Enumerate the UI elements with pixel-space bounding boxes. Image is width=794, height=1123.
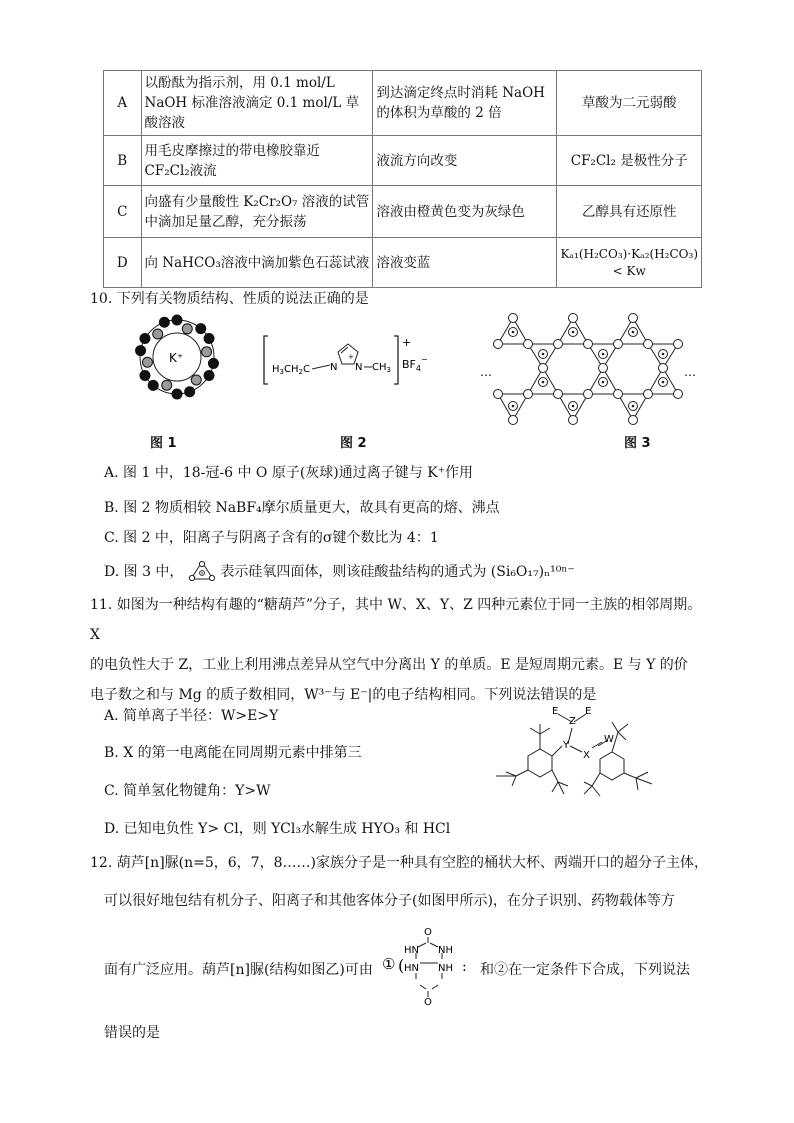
oxygen-atom [584, 340, 593, 349]
oxygen-atom [599, 364, 608, 373]
svg-text::: : [462, 959, 467, 975]
oxygen-atom [554, 340, 563, 349]
row-observation: 溶液由橙黄色变为灰绿色 [373, 186, 557, 238]
oxygen-atom [644, 390, 653, 399]
carbon-ball [204, 334, 214, 344]
carbon-ball [136, 346, 146, 356]
svg-text:N: N [355, 362, 363, 373]
carbon-ball [140, 334, 150, 344]
atom-y: Y [563, 740, 570, 751]
oxygen-atom [644, 340, 653, 349]
oxygen-atom [659, 364, 668, 373]
row-observation: 溶液变蓝 [373, 238, 557, 288]
row-label: C [104, 186, 142, 238]
oxygen-atom [629, 416, 638, 425]
oxygen-ball [202, 347, 212, 357]
svg-text:N: N [330, 362, 338, 373]
svg-text:+: + [348, 353, 354, 361]
fig3-caption: 图 3 [624, 436, 651, 451]
q12-glycoluril-figure [380, 925, 480, 1005]
q10-option-a: A. 图 1 中，18-冠-6 中 O 原子(灰球)通过离子键与 K⁺作用 [104, 465, 474, 481]
q12-line3-post: 和②在一定条件下合成，下列说法 [480, 962, 690, 978]
carbon-ball [140, 371, 150, 381]
q11-option-d: D. 已知电负性 Y> Cl，则 YCl₃水解生成 HYO₃ 和 HCl [104, 821, 451, 837]
atom-hn-bottom: HN [404, 963, 419, 974]
atom-o-bottom: O [424, 997, 432, 1005]
oxygen-atom [614, 390, 623, 399]
row-operation: 用毛皮摩擦过的带电橡胶靠近 CF₂Cl₂液流 [141, 136, 373, 186]
fig1-crown-ether [120, 310, 234, 404]
oxygen-ball [191, 375, 201, 385]
oxygen-atom [674, 340, 683, 349]
oxygen-atom [524, 340, 533, 349]
carbon-ball [204, 371, 214, 381]
carbon-ball [159, 317, 169, 327]
fig2-plus: + [402, 336, 412, 349]
row-label: B [104, 136, 142, 186]
table-row [104, 71, 702, 136]
oxygen-atom [509, 416, 518, 425]
tetrahedron-icon [188, 560, 216, 582]
q11-option-a: A. 简单离子半径：W>E>Y [104, 708, 279, 724]
q10-option-c: C. 图 2 中，阳离子与阴离子含有的σ键个数比为 4：1 [104, 530, 439, 546]
row-conclusion: 乙醇具有还原性 [557, 186, 702, 238]
q11-line1: 11. 如图为一种结构有趣的“糖葫芦”分子，其中 W、X、Y、Z 四种元素位于同一主族的相邻周期。X [90, 597, 702, 643]
atom-z: Z [569, 716, 576, 727]
oxygen-ball [142, 357, 152, 367]
atom-nh-top: NH [438, 945, 453, 956]
svg-text:BF4−: $BF_4^-$ [402, 355, 428, 373]
carbon-ball [172, 389, 182, 399]
fig3-dots-left: … [480, 365, 492, 379]
q10-option-d-pre: D. 图 3 中， [104, 564, 184, 580]
oxygen-ball [153, 329, 163, 339]
q11-line2: 的电负性大于 Z，工业上利用沸点差异从空气中分离出 Y 的单质。E 是短周期元素。E 与 Y 的价 [90, 657, 688, 673]
carbon-ball [172, 315, 182, 325]
q11-option-b: B. X 的第一电离能在同周期元素中排第三 [104, 745, 362, 761]
oxygen-ball [162, 380, 172, 390]
row-observation: 到达滴定终点时消耗 NaOH 的体积为草酸的 2 倍 [373, 71, 557, 136]
oxygen-atom [494, 340, 503, 349]
carbon-ball [196, 324, 206, 334]
oxygen-atom [524, 390, 533, 399]
atom-o-top: O [424, 927, 432, 938]
oxygen-ball [182, 324, 192, 334]
fig2-ionic-liquid [262, 332, 432, 388]
svg-text:H3CH2C: $H_3CH_2C$ [272, 364, 310, 376]
atom-hn-top: HN [404, 945, 419, 956]
oxygen-atom [509, 314, 518, 323]
q12-line1: 12. 葫芦[n]脲(n=5，6，7，8……)家族分子是一种具有空腔的桶状大杯、两端开口的超分子主体， [90, 855, 708, 871]
fig2-caption: 图 2 [340, 436, 367, 451]
q10-option-d-post: 表示硅氧四面体，则该硅酸盐结构的通式为 (Si₆O₁₇)ₙ¹⁰ⁿ⁻ [220, 564, 575, 580]
oxygen-atom [554, 390, 563, 399]
oxygen-atom [539, 364, 548, 373]
atom-e2: E [585, 706, 592, 717]
q11-option-c: C. 简单氢化物键角：Y>W [104, 783, 271, 799]
q11-line3: 电子数之和与 Mg 的质子数相同，W³⁻与 E⁻|的电子结构相同。下列说法错误的是 [90, 687, 597, 703]
table-row [104, 186, 702, 238]
carbon-ball [185, 387, 195, 397]
oxygen-atom [584, 390, 593, 399]
atom-w: W [604, 734, 614, 745]
row-operation: 向 NaHCO₃溶液中滴加紫色石蕊试液 [141, 238, 373, 288]
q11-stem [90, 590, 710, 710]
row-observation: 液流方向改变 [373, 136, 557, 186]
oxygen-atom [614, 340, 623, 349]
carbon-ball [148, 380, 158, 390]
row-conclusion: Kₐ₁(H₂CO₃)·Kₐ₂(H₂CO₃)< Kw [557, 238, 702, 288]
q11-molecule-figure [488, 702, 678, 812]
oxygen-atom [494, 390, 503, 399]
experiment-table [103, 70, 702, 288]
oxygen-atom [674, 390, 683, 399]
q10-stem: 10. 下列有关物质结构、性质的说法正确的是 [90, 291, 369, 307]
svg-text:CH3: $CH_3$ [372, 362, 391, 374]
oxygen-atom [569, 314, 578, 323]
table-row [104, 238, 702, 288]
row-operation: 向盛有少量酸性 K₂Cr₂O₇ 溶液的试管中滴加足量乙醇，充分振荡 [141, 186, 373, 238]
q12-line3-pre: 面有广泛应用。葫芦[n]脲(结构如图乙)可由 [104, 962, 373, 978]
row-conclusion: 草酸为二元弱酸 [557, 71, 702, 136]
row-conclusion: CF₂Cl₂ 是极性分子 [557, 136, 702, 186]
atom-nh-bottom: NH [438, 963, 453, 974]
q10-option-d [104, 560, 575, 582]
oxygen-atom [569, 416, 578, 425]
atom-e1: E [552, 706, 559, 717]
row-label: D [104, 238, 142, 288]
svg-text:(: ( [398, 956, 405, 975]
fig1-center-label: K⁺ [169, 351, 184, 365]
oxygen-atom [629, 314, 638, 323]
mark-circled-1: ① [382, 955, 396, 973]
row-operation: 以酚酞为指示剂，用 0.1 mol/L NaOH 标准溶液滴定 0.1 mol/L 草酸溶液 [141, 71, 373, 136]
table-row [104, 136, 702, 186]
fig3-dots-right: … [684, 365, 696, 379]
q12-line4: 错误的是 [104, 1025, 160, 1041]
fig1-caption: 图 1 [150, 436, 177, 451]
row-label: A [104, 71, 142, 136]
q10-option-b: B. 图 2 物质相较 NaBF₄摩尔质量更大，故具有更高的熔、沸点 [104, 500, 500, 516]
atom-x: X [583, 750, 590, 761]
carbon-ball [208, 358, 218, 368]
fig3-silicate-chain [478, 306, 700, 426]
q12-line2: 可以很好地包结有机分子、阳离子和其他客体分子(如图甲所示)，在分子识别、药物载体等方 [104, 893, 675, 909]
